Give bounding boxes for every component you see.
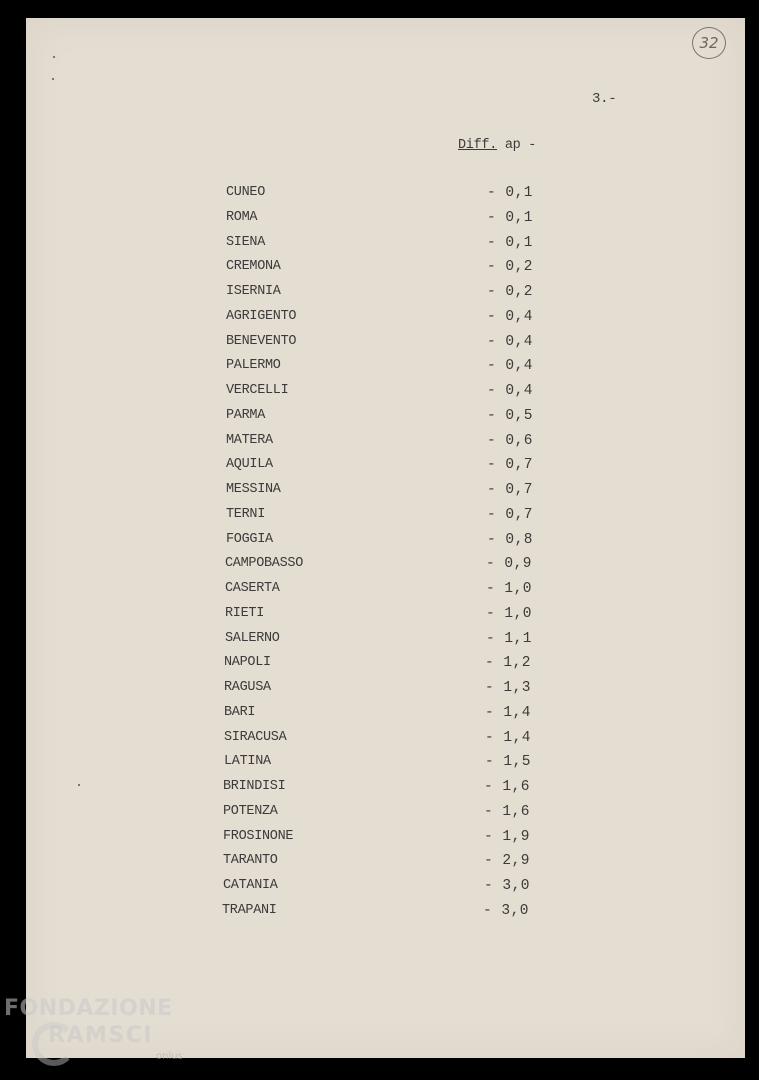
page-number: 3.-: [592, 91, 617, 107]
table-row: [23, 878, 742, 902]
difference-value: - 0,4: [486, 358, 533, 375]
table-row: [26, 259, 745, 283]
table-row: [26, 457, 745, 481]
table-row: [26, 309, 745, 333]
difference-value: - 0,7: [486, 482, 533, 498]
province-name: AQUILA: [226, 457, 273, 473]
province-name: PALERMO: [226, 358, 281, 374]
province-name: LATINA: [224, 754, 271, 770]
province-name: VERCELLI: [226, 383, 289, 398]
fondazione-gramsci-logo: [4, 996, 194, 1080]
province-name: BRINDISI: [223, 779, 286, 794]
table-row: [24, 730, 743, 754]
table-row: [26, 482, 745, 506]
province-name: POTENZA: [223, 803, 278, 819]
difference-value: - 0,1: [486, 234, 533, 251]
difference-value: - 0,2: [486, 284, 533, 300]
logo-line-2: RAMSCI: [48, 1023, 154, 1048]
difference-value: - 0,7: [486, 457, 533, 474]
province-name: ISERNIA: [226, 284, 281, 299]
folio-number: 32: [692, 27, 726, 59]
table-row: [26, 507, 745, 531]
table-row: [26, 235, 745, 259]
difference-value: - 1,0: [485, 605, 532, 622]
province-name: CUNEO: [226, 185, 266, 200]
difference-value: - 1,4: [484, 729, 531, 746]
table-row: [25, 631, 744, 655]
difference-value: - 0,4: [486, 383, 533, 399]
difference-value: - 1,3: [484, 680, 531, 696]
difference-value: - 0,8: [486, 531, 533, 548]
document-page: [26, 18, 745, 1058]
province-name: FOGGIA: [226, 531, 273, 547]
difference-value: - 1,2: [484, 655, 531, 672]
province-name: AGRIGENTO: [226, 308, 297, 324]
province-name: CATANIA: [223, 878, 278, 893]
difference-value: - 0,1: [486, 209, 533, 226]
table-row: [23, 853, 742, 877]
table-row: [26, 210, 745, 234]
province-name: MESSINA: [226, 482, 281, 497]
table-row: [26, 408, 745, 432]
difference-value: - 0,6: [486, 432, 533, 449]
province-name: MATERA: [226, 432, 273, 448]
difference-value: - 1,1: [485, 630, 532, 647]
table-row: [25, 606, 744, 630]
table-row: [26, 532, 745, 556]
province-name: NAPOLI: [224, 655, 271, 671]
difference-value: - 3,0: [482, 902, 529, 919]
province-name: RAGUSA: [224, 680, 271, 695]
province-name: BENEVENTO: [226, 333, 297, 349]
province-name: TARANTO: [223, 853, 278, 869]
difference-value: - 0,9: [485, 556, 532, 573]
province-name: PARMA: [226, 407, 266, 423]
table-row: [23, 829, 742, 853]
table-row: [23, 779, 742, 803]
province-name: SIRACUSA: [224, 729, 287, 745]
province-name: RIETI: [225, 605, 265, 621]
difference-value: - 0,4: [486, 333, 533, 350]
difference-value: - 1,5: [484, 754, 531, 771]
table-row: [26, 284, 745, 308]
table-row: [25, 581, 744, 605]
difference-value: - 0,7: [486, 506, 533, 523]
province-name: BARI: [224, 704, 256, 720]
column-header: [458, 138, 536, 153]
province-name: CASERTA: [225, 581, 280, 596]
table-row: [22, 903, 741, 927]
difference-value: - 3,0: [483, 878, 530, 894]
province-name: SALERNO: [225, 630, 280, 646]
table-row: [26, 334, 745, 358]
difference-value: - 1,4: [484, 704, 531, 721]
province-name: TERNI: [226, 506, 266, 522]
table-row: [23, 804, 742, 828]
difference-value: - 1,6: [483, 779, 530, 795]
column-header-underlined: Diff.: [458, 138, 498, 153]
province-name: TRAPANI: [222, 902, 277, 918]
table-row: [24, 655, 743, 679]
province-name: FROSINONE: [223, 828, 294, 844]
table-row: [25, 556, 744, 580]
province-name: CAMPOBASSO: [225, 556, 304, 572]
table-row: [24, 680, 743, 704]
difference-value: - 1,9: [483, 828, 530, 845]
difference-value: - 0,1: [486, 185, 533, 201]
difference-value: - 2,9: [483, 853, 530, 870]
difference-value: - 1,6: [483, 803, 530, 820]
table-row: [26, 185, 745, 209]
table-row: [26, 358, 745, 382]
difference-value: - 0,2: [486, 259, 533, 276]
paper-speck: [53, 56, 55, 58]
table-row: [26, 433, 745, 457]
difference-value: - 0,5: [486, 407, 533, 424]
paper-speck: [52, 78, 54, 80]
difference-value: - 1,0: [485, 581, 532, 597]
logo-line-3: onlus: [156, 1051, 183, 1062]
table-row: [26, 383, 745, 407]
province-name: SIENA: [226, 234, 266, 250]
table-row: [24, 754, 743, 778]
column-header-rest: ap -: [497, 138, 537, 153]
province-name: ROMA: [226, 209, 258, 225]
difference-value: - 0,4: [486, 308, 533, 325]
logo-line-1: FONDAZIONE: [4, 996, 173, 1021]
province-name: CREMONA: [226, 259, 281, 275]
table-row: [24, 705, 743, 729]
